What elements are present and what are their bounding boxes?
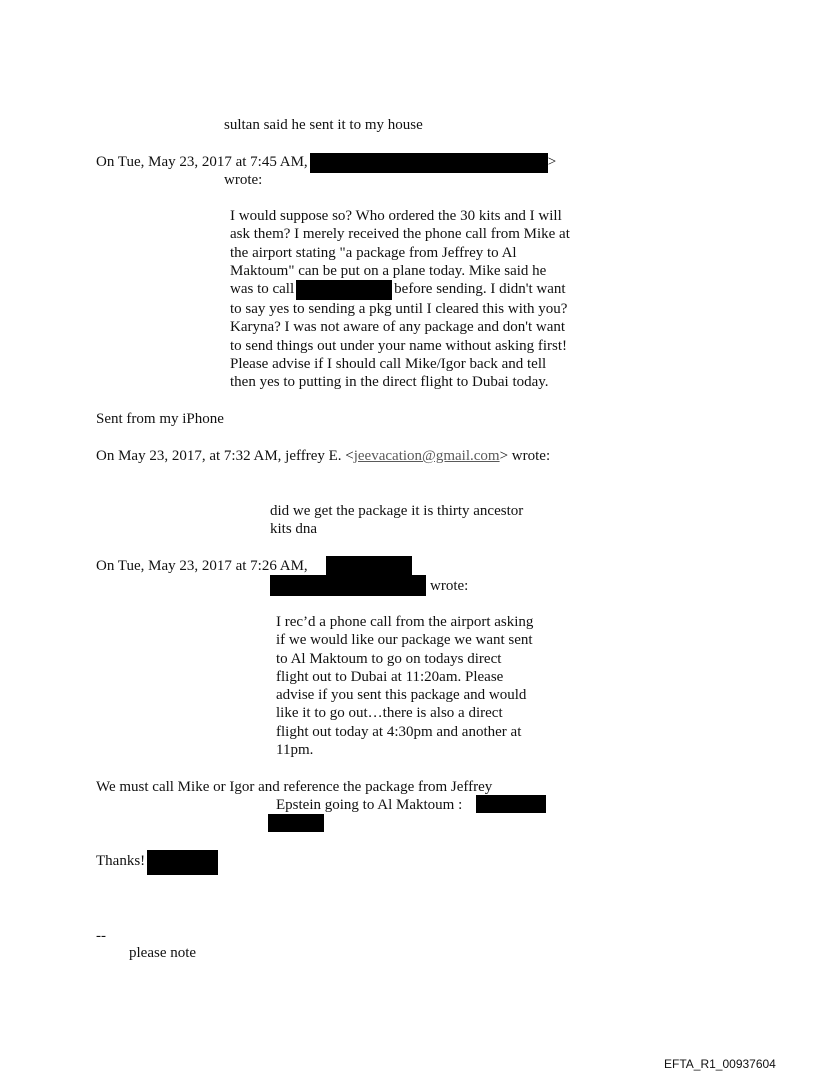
- redaction-block: [147, 850, 218, 875]
- body-line-segment: before sending. I didn't want: [394, 281, 566, 298]
- body-line: I rec’d a phone call from the airport asking: [276, 614, 534, 630]
- body-line: the airport stating "a package from Jeffrey to Al: [230, 244, 517, 261]
- body-line: like it to go out…there is also a direct: [276, 705, 503, 722]
- body-line: then yes to putting in the direct flight to Dubai today.: [230, 374, 549, 391]
- document-id: EFTA_R1_00937604: [664, 1057, 776, 1071]
- call-instruction-line2: Epstein going to Al Maktoum :: [276, 797, 463, 813]
- reply1-header-trailing: >: [547, 154, 557, 170]
- redaction-block: [268, 814, 324, 832]
- body-line: 11pm.: [276, 742, 314, 759]
- redaction-block: [270, 575, 426, 596]
- body-line: did we get the package it is thirty ancestor: [270, 503, 524, 519]
- reply1-body: [230, 207, 570, 392]
- body-line: advise if you sent this package and would: [276, 687, 527, 704]
- reply1-header-prefix: On Tue, May 23, 2017 at 7:45 AM,: [96, 154, 308, 170]
- reply-top-line: sultan said he sent it to my house: [224, 117, 423, 133]
- body-line: ask them? I merely received the phone call from Mike at: [230, 226, 570, 243]
- body-line: if we would like our package we want sent: [276, 632, 533, 649]
- reply3-wrote: wrote:: [430, 578, 469, 594]
- thanks-text: Thanks!: [96, 853, 146, 869]
- body-line-segment: was to call: [230, 281, 295, 298]
- body-line: Karyna? I was not aware of any package and don't want: [230, 319, 566, 336]
- sent-from-iphone: Sent from my iPhone: [96, 411, 224, 427]
- reply3-header-prefix: On Tue, May 23, 2017 at 7:26 AM,: [96, 558, 308, 574]
- body-line-with-redaction: [230, 280, 570, 300]
- reply2-header: [96, 447, 550, 465]
- please-note: please note: [129, 945, 197, 961]
- redaction-block: [476, 795, 546, 813]
- email-address-link[interactable]: jeevacation@gmail.com: [353, 448, 500, 464]
- body-line: I would suppose so? Who ordered the 30 kits and I will: [230, 208, 562, 224]
- reply2-header-prefix: On May 23, 2017, at 7:32 AM, jeffrey E. <: [96, 448, 354, 464]
- body-line: to Al Maktoum to go on todays direct: [276, 650, 502, 667]
- redaction-block: [310, 153, 548, 173]
- call-instruction-line1: We must call Mike or Igor and reference the package from Jeffrey: [96, 779, 493, 795]
- body-line: to say yes to sending a pkg until I cleared this with you?: [230, 301, 568, 318]
- redaction-block: [326, 556, 412, 575]
- body-line: to send things out under your name without asking first!: [230, 337, 568, 354]
- signature-separator: --: [96, 928, 106, 944]
- reply2-body: [270, 502, 523, 539]
- body-line: Maktoum" can be put on a plane today. Mike said he: [230, 262, 547, 279]
- reply3-body: [276, 613, 533, 759]
- thanks-line: [96, 852, 145, 870]
- body-line: flight out to Dubai at 11:20am. Please: [276, 668, 504, 685]
- reply1-wrote: wrote:: [224, 172, 263, 188]
- body-line: flight out today at 4:30pm and another at: [276, 723, 522, 740]
- reply1-header: [96, 153, 556, 173]
- body-line: kits dna: [270, 521, 318, 538]
- body-line: Please advise if I should call Mike/Igor back and tell: [230, 356, 547, 373]
- reply2-header-suffix: > wrote:: [499, 448, 551, 464]
- redaction-block: [296, 280, 392, 300]
